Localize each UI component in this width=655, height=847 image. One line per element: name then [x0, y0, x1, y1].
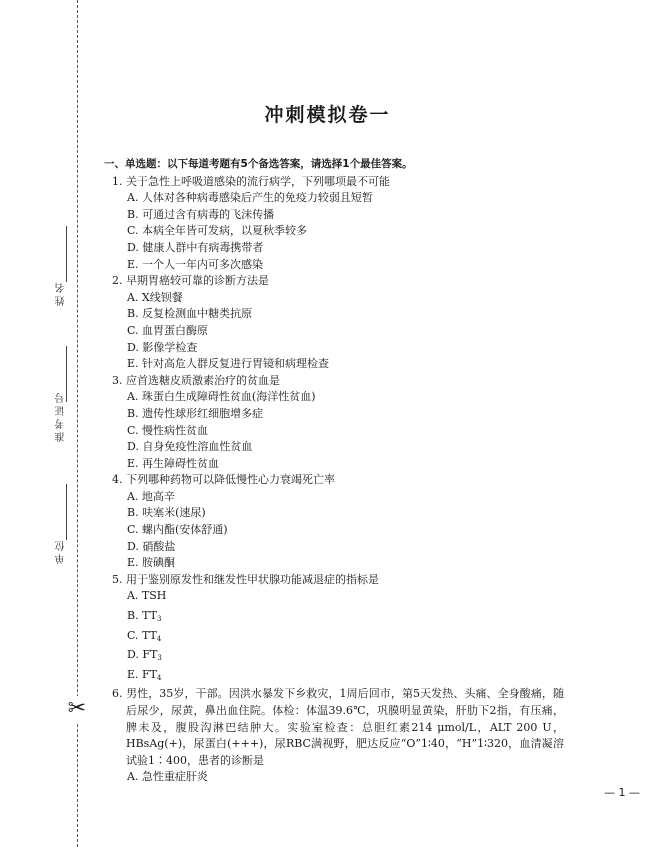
exam-id-field [40, 346, 80, 442]
question-stem: 4. 下列哪种药物可以降低慢性心力衰竭死亡率 [112, 473, 335, 487]
option: E. 再生障碍性贫血 [127, 456, 220, 470]
name-underline [66, 226, 67, 282]
question-3 [104, 373, 564, 473]
option: B. 反复检测血中糖类抗原 [127, 307, 253, 321]
question-stem: 2. 早期胃癌较可靠的诊断方法是 [112, 274, 269, 288]
option: C. 本病全年皆可发病，以夏秋季较多 [127, 224, 308, 238]
question-stem: 3. 应首选糖皮质激素治疗的贫血是 [112, 373, 280, 387]
unit-field [40, 484, 80, 564]
unit-underline [66, 484, 67, 540]
option: E. 一个人一年内可多次感染 [127, 257, 264, 271]
option: C. 螺内酯(安体舒通) [127, 523, 228, 537]
option: D. $FT_3$ [127, 648, 162, 663]
question-stem: 6. 男性，35岁，干部。因洪水暴发下乡救灾，1周后回市，第5天发热、头痛、全身酸痛，随后尿少，尿黄，鼻出血住院。体检：体温39.6℃，巩膜明显黄染，肝肋下2指，有压痛，脾未及，腹股沟淋巴结肿大。实验室检查：总胆红素214 μmol/L，ALT 200 U，HBsAg(+)，尿蛋白(+++)，尿RBC满视野，肥达反应“O”1∶40，“H”1∶320，血清凝溶试验1∶400，患者的诊断是 [112, 687, 564, 767]
option: C. 血胃蛋白酶原 [127, 323, 209, 337]
option: D. 自身免疫性溶血性贫血 [127, 440, 253, 454]
question-4 [104, 472, 564, 572]
question-1 [104, 174, 564, 274]
option: A. 人体对各种病毒感染后产生的免疫力较弱且短暂 [127, 191, 373, 205]
option: D. 健康人群中有病毒携带者 [127, 240, 264, 254]
question-2 [104, 273, 564, 373]
name-label: 姓名 [56, 280, 67, 306]
option: E. $FT_4$ [127, 667, 162, 682]
question-list [104, 156, 564, 786]
option: E. 针对高危人群反复进行胃镜和病理检查 [127, 357, 330, 371]
option: A. X线钡餐 [127, 290, 183, 304]
scissors-icon: ✂ [64, 696, 90, 722]
section-heading: 一、单选题：以下每道考题有5个备选答案，请选择1个最佳答案。 [104, 158, 413, 170]
option: B. 可通过含有病毒的飞沫传播 [127, 207, 275, 221]
question-6 [104, 686, 564, 786]
option: E. 胺碘酮 [127, 556, 176, 570]
option: D. 硝酸盐 [127, 539, 176, 553]
unit-label: 单位 [56, 538, 67, 564]
option: C. $TT_4$ [127, 628, 162, 643]
option: B. 遗传性球形红细胞增多症 [127, 406, 264, 420]
option: A. TSH [127, 589, 167, 603]
option: A. 急性重症肝炎 [127, 770, 208, 784]
option: A. 地高辛 [127, 489, 175, 503]
question-5 [104, 572, 564, 687]
question-stem: 1. 关于急性上呼吸道感染的流行病学，下列哪项最不可能 [112, 174, 390, 188]
option: A. 珠蛋白生成障碍性贫血(海洋性贫血) [127, 390, 316, 404]
option: B. 呋塞米(速尿) [127, 506, 206, 520]
page-title: 冲刺模拟卷一 [264, 104, 391, 126]
question-stem: 5. 用于鉴别原发性和继发性甲状腺功能减退症的指标是 [112, 572, 379, 586]
option: B. $TT_3$ [127, 609, 162, 624]
page-number: — 1 — [604, 786, 640, 799]
exam-id-label: 准考证号 [56, 390, 67, 442]
name-field [40, 226, 80, 306]
option: D. 影像学检查 [127, 340, 198, 354]
option: C. 慢性病性贫血 [127, 423, 209, 437]
